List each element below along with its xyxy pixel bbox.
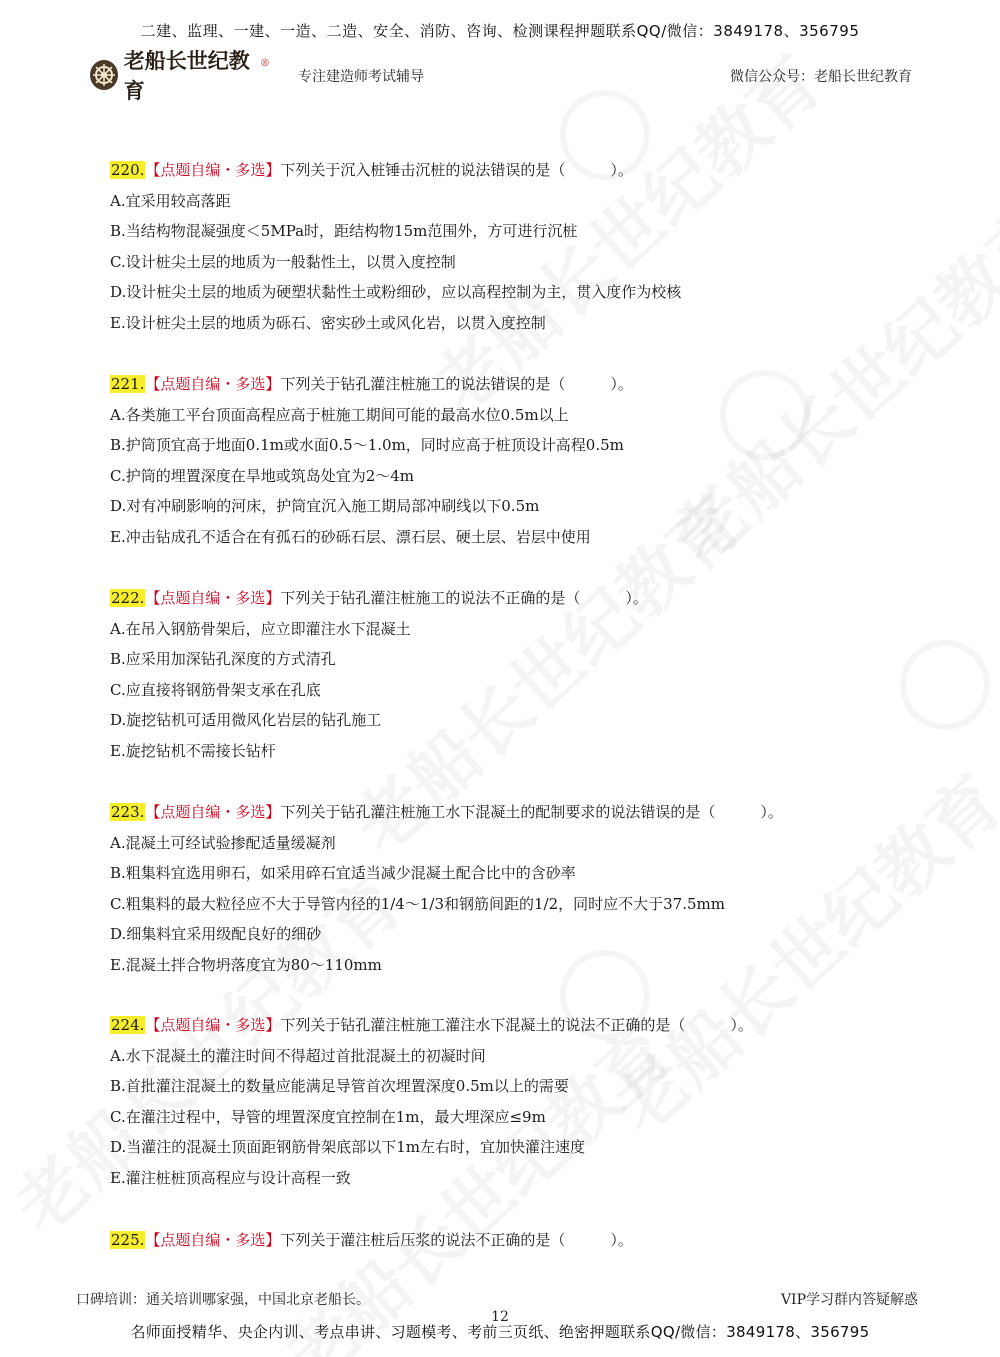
question-stem [110,369,930,400]
question-tag: 【点题自编・多选】 [145,1016,281,1034]
option-e: E.灌注桩桩顶高程应与设计高程一致 [110,1168,351,1187]
option-d: D.细集料宜采用级配良好的细砂 [110,925,322,944]
question-text: 下列关于钻孔灌注桩施工的说法错误的是（ ）。 [280,375,633,393]
option-c: C.护筒的埋置深度在旱地或筑岛处宜为2～4m [110,466,415,485]
question-text: 下列关于灌注桩后压浆的说法不正确的是（ ）。 [280,1231,633,1249]
wechat-account: 微信公众号：老船长世纪教育 [730,69,912,85]
question-number: 224. [111,1016,145,1034]
option-a: A.各类施工平台顶面高程应高于桩施工期间可能的最高水位0.5m以上 [110,405,569,424]
option-b: B.首批灌注混凝土的数量应能满足导管首次埋置深度0.5m以上的需要 [110,1077,569,1096]
footer-vip: VIP学习群内答疑解惑 [780,1292,918,1308]
tagline: 专注建造师考试辅导 [298,69,424,85]
footer-slogan: 口碑培训：通关培训哪家强，中国北京老船长。 [76,1292,370,1308]
question-225 [110,1225,930,1256]
question-stem [110,797,930,828]
question-224 [110,1010,930,1194]
question-tag: 【点题自编・多选】 [145,375,281,393]
option-a: A.宜采用较高落距 [110,191,231,210]
option-a: A.在吊入钢筋骨架后，应立即灌注水下混凝土 [110,619,411,638]
option-e: E.混凝土拌合物坍落度宜为80～110mm [110,955,382,974]
option-b: B.当结构物混凝强度＜5MPa时，距结构物15m范围外，方可进行沉桩 [110,222,578,241]
question-text: 下列关于钻孔灌注桩施工水下混凝土的配制要求的说法错误的是（ ）。 [280,803,783,821]
option-c: C.粗集料的最大粒径应不大于导管内径的1/4～1/3和钢筋间距的1/2，同时应不大于37.5mm [110,894,725,913]
question-text: 下列关于沉入桩锤击沉桩的说法错误的是（ ）。 [280,161,633,179]
option-a: A.混凝土可经试验掺配适量缓凝剂 [110,833,336,852]
option-b: B.护筒顶宜高于地面0.1m或水面0.5～1.0m，同时应高于桩顶设计高程0.5m [110,436,624,455]
question-number: 221. [111,375,145,393]
question-220 [110,155,930,339]
option-e: E.设计桩尖土层的地质为砾石、密实砂土或风化岩，以贯入度控制 [110,313,546,332]
logo-text: 老船长世纪教育 [123,49,250,103]
question-223 [110,797,930,981]
question-number: 222. [111,589,145,607]
option-e: E.旋挖钻机不需接长钻杆 [110,741,276,760]
option-a: A.水下混凝土的灌注时间不得超过首批混凝土的初凝时间 [110,1046,486,1065]
question-tag: 【点题自编・多选】 [145,803,281,821]
bottom-banner: 名师面授精华、央企内训、考点串讲、习题模考、考前三页纸、绝密押题联系QQ/微信：3849178、356795 [130,1323,870,1341]
option-b: B.粗集料宜选用卵石，如采用碎石宜适当减少混凝土配合比中的含砂率 [110,864,576,883]
ship-wheel-icon [90,60,118,90]
question-text: 下列关于钻孔灌注桩施工灌注水下混凝土的说法不正确的是（ ）。 [280,1016,753,1034]
option-c: C.在灌注过程中，导管的埋置深度宜控制在1m，最大埋深应≤9m [110,1107,546,1126]
option-b: B.应采用加深钻孔深度的方式清孔 [110,650,336,669]
question-tag: 【点题自编・多选】 [145,589,281,607]
question-stem [110,583,930,614]
question-222 [110,583,930,767]
option-e: E.冲击钻成孔不适合在有孤石的砂砾石层、漂石层、硬土层、岩层中使用 [110,527,591,546]
top-banner: 二建、监理、一建、一造、二造、安全、消防、咨询、检测课程押题联系QQ/微信：3849178、356795 [140,22,860,40]
page-number: 12 [491,1309,509,1325]
option-d: D.对有冲刷影响的河床，护筒宜沉入施工期局部冲刷线以下0.5m [110,497,540,516]
question-stem [110,155,930,186]
question-stem [110,1010,930,1041]
registered-mark: ® [260,58,270,69]
question-stem [110,1225,930,1256]
option-d: D.旋挖钻机可适用微风化岩层的钻孔施工 [110,711,382,730]
question-221 [110,369,930,553]
option-d: D.当灌注的混凝土顶面距钢筋骨架底部以下1m左右时，宜加快灌注速度 [110,1138,586,1157]
question-tag: 【点题自编・多选】 [145,161,281,179]
question-number: 220. [111,161,145,179]
logo [90,49,270,103]
option-d: D.设计桩尖土层的地质为硬塑状黏性土或粉细砂，应以高程控制为主，贯入度作为校核 [110,283,682,302]
option-c: C.设计桩尖土层的地质为一般黏性土，以贯入度控制 [110,252,456,271]
question-tag: 【点题自编・多选】 [145,1231,281,1249]
option-c: C.应直接将钢筋骨架支承在孔底 [110,680,321,699]
question-text: 下列关于钻孔灌注桩施工的说法不正确的是（ ）。 [280,589,648,607]
question-number: 225. [111,1231,145,1249]
question-number: 223. [111,803,145,821]
